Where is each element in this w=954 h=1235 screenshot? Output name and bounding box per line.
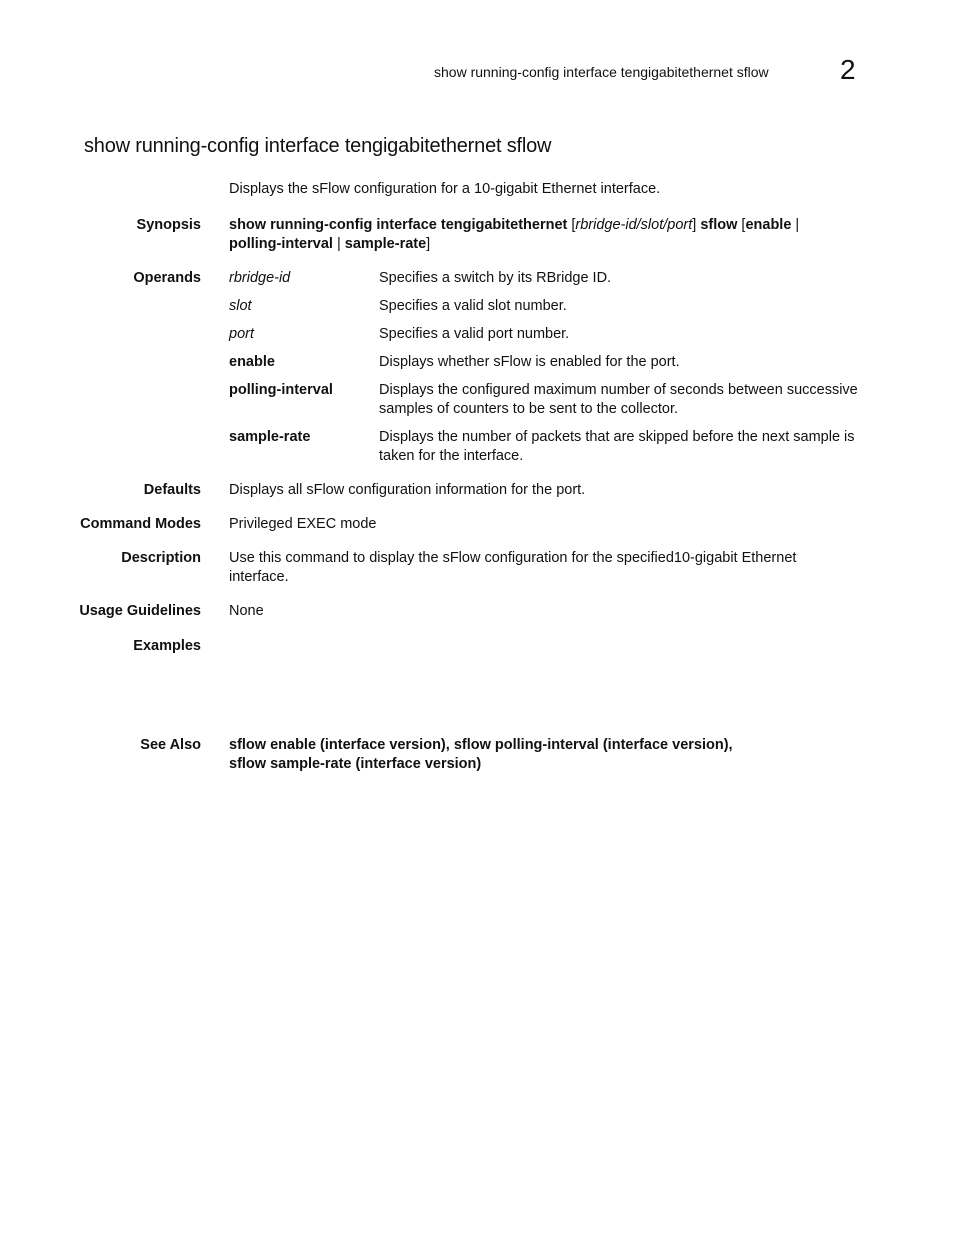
synopsis-opt-open: [ bbox=[741, 217, 746, 233]
usage-guidelines-label: Usage Guidelines bbox=[79, 603, 201, 619]
synopsis-pipe-2: | bbox=[336, 236, 341, 252]
operand-desc: Specifies a switch by its RBridge ID. bbox=[379, 270, 612, 286]
defaults-text: Displays all sFlow configuration information for the port. bbox=[229, 482, 586, 498]
operand-term: port bbox=[229, 326, 254, 342]
synopsis-text bbox=[229, 216, 874, 254]
page-title: show running-config interface tengigabitethernet sflow bbox=[84, 135, 552, 157]
command-modes-text: Privileged EXEC mode bbox=[229, 516, 377, 532]
synopsis-opt-close: ] bbox=[426, 236, 431, 252]
synopsis-sflow: sflow bbox=[700, 217, 738, 233]
synopsis-sample: sample-rate bbox=[344, 236, 427, 252]
running-header: show running-config interface tengigabitethernet sflow bbox=[434, 64, 769, 80]
synopsis-label: Synopsis bbox=[136, 217, 201, 233]
usage-guidelines-text: None bbox=[229, 603, 264, 619]
operand-term: rbridge-id bbox=[229, 270, 291, 286]
operand-term: sample-rate bbox=[229, 429, 311, 445]
synopsis-command: show running-config interface tengigabitethernet bbox=[229, 217, 568, 233]
operand-desc: Displays the number of packets that are skipped before the next sample is taken for the interface. bbox=[379, 429, 855, 464]
synopsis-param: rbridge-id/slot/port bbox=[575, 217, 693, 233]
see-also-links bbox=[229, 736, 874, 774]
synopsis-bracket-open: [ bbox=[571, 217, 576, 233]
chapter-number: 2 bbox=[840, 54, 856, 85]
see-also-line-1[interactable]: sflow enable (interface version), sflow polling-interval (interface version), bbox=[229, 737, 733, 753]
examples-label: Examples bbox=[133, 638, 201, 654]
command-modes-label: Command Modes bbox=[80, 516, 201, 532]
operand-desc: Specifies a valid slot number. bbox=[379, 298, 567, 314]
operand-term: polling-interval bbox=[229, 382, 333, 398]
summary-text: Displays the sFlow configuration for a 10-gigabit Ethernet interface. bbox=[229, 181, 661, 197]
see-also-label: See Also bbox=[140, 737, 201, 753]
operands-label: Operands bbox=[133, 270, 201, 286]
operand-term: enable bbox=[229, 354, 275, 370]
operand-desc: Specifies a valid port number. bbox=[379, 326, 570, 342]
operand-desc: Displays whether sFlow is enabled for the port. bbox=[379, 354, 680, 370]
operand-term: slot bbox=[229, 298, 252, 314]
description-text: Use this command to display the sFlow configuration for the specified10-gigabit Ethernet interface. bbox=[229, 550, 797, 585]
synopsis-bracket-close: ] bbox=[692, 217, 697, 233]
defaults-label: Defaults bbox=[143, 482, 201, 498]
operand-desc: Displays the configured maximum number of seconds between successive samples of counters to be sent to the collector. bbox=[379, 382, 858, 417]
synopsis-polling: polling-interval bbox=[229, 236, 333, 252]
see-also-line-2[interactable]: sflow sample-rate (interface version) bbox=[229, 756, 482, 772]
synopsis-pipe-1: | bbox=[795, 217, 800, 233]
description-label: Description bbox=[121, 550, 201, 566]
synopsis-enable: enable bbox=[745, 217, 792, 233]
